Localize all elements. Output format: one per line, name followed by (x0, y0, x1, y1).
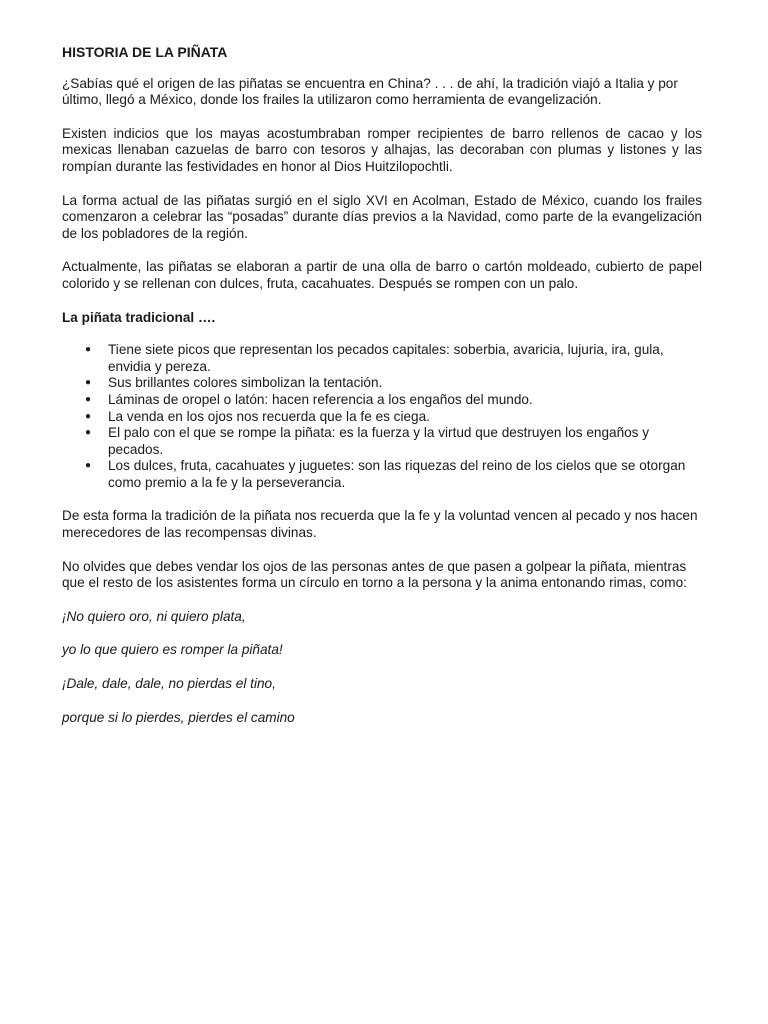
list-item-text: El palo con el que se rompe la piñata: es la fuerza y la virtud que destruyen los engaños y pecados. (108, 425, 650, 457)
list-item (62, 375, 702, 392)
document-title: HISTORIA DE LA PIÑATA (62, 44, 228, 60)
intro-paragraph-china: ¿Sabías qué el origen de las piñatas se encuentra en China? . . . de ahí, la tradición viajó a Italia y por último, llegó a México, donde los frailes la utilizaron como herramienta de evangelización. (62, 75, 678, 108)
bullet-icon: ● (85, 410, 92, 422)
section-heading-tradicional: La piñata tradicional …. (62, 309, 216, 325)
bullet-icon: ● (85, 377, 92, 389)
document-page (62, 44, 702, 743)
list-item (62, 392, 702, 409)
closing-paragraph-fe: De esta forma la tradición de la piñata nos recuerda que la fe y la voluntad vencen al pecado y nos hacen merecedores de las recompensas divinas. (62, 508, 698, 541)
list-item (62, 409, 702, 426)
intro-paragraph-mayas: Existen indicios que los mayas acostumbraban romper recipientes de barro rellenos de cacao y los mexicas llenaban cazuelas de barro con tesoros y alhajas, las decoraban con plumas y listones y las rompían durante las festividades en honor al Dios Huitzilopochtli. (62, 125, 702, 174)
bullet-icon: ● (85, 460, 92, 472)
verse-line: ¡No quiero oro, ni quiero plata, (62, 608, 246, 624)
intro-paragraph-acolman: La forma actual de las piñatas surgió en el siglo XVI en Acolman, Estado de México, cuando los frailes comenzaron a celebrar las “posadas” durante días previos a la Navidad, como parte de la evangelización de los pobladores de la región. (62, 192, 702, 241)
list-item-text: Láminas de oropel o latón: hacen referencia a los engaños del mundo. (108, 391, 533, 407)
intro-paragraph-actualmente: Actualmente, las piñatas se elaboran a partir de una olla de barro o cartón moldeado, cubierto de papel colorido y se rellenan con dulces, fruta, cacahuates. Después se rompen con un palo. (62, 259, 702, 291)
closing-paragraph-vendar: No olvides que debes vendar los ojos de las personas antes de que pasen a golpear la piñata, mientras que el resto de los asistentes forma un círculo en torno a la persona y la anima entonando rimas, como: (62, 558, 687, 591)
list-item (62, 458, 702, 491)
verse-line: porque si lo pierdes, pierdes el camino (62, 709, 295, 725)
bullet-icon: ● (85, 427, 92, 439)
verse-line: ¡Dale, dale, dale, no pierdas el tino, (62, 676, 276, 692)
list-item-text: Tiene siete picos que representan los pecados capitales: soberbia, avaricia, lujuria, ira, gula, envidia y pereza. (108, 342, 664, 374)
list-item (62, 425, 702, 458)
list-item-text: Sus brillantes colores simbolizan la tentación. (108, 375, 383, 391)
list-item-text: La venda en los ojos nos recuerda que la fe es ciega. (108, 408, 430, 424)
list-item (62, 342, 702, 375)
symbolism-list (62, 342, 702, 491)
list-item-text: Los dulces, fruta, cacahuates y juguetes: son las riquezas del reino de los cielos que se otorgan como premio a la fe y la perseverancia. (108, 458, 686, 490)
verse-line: yo lo que quiero es romper la piñata! (62, 642, 283, 658)
bullet-icon: ● (85, 344, 92, 356)
bullet-icon: ● (85, 393, 92, 405)
